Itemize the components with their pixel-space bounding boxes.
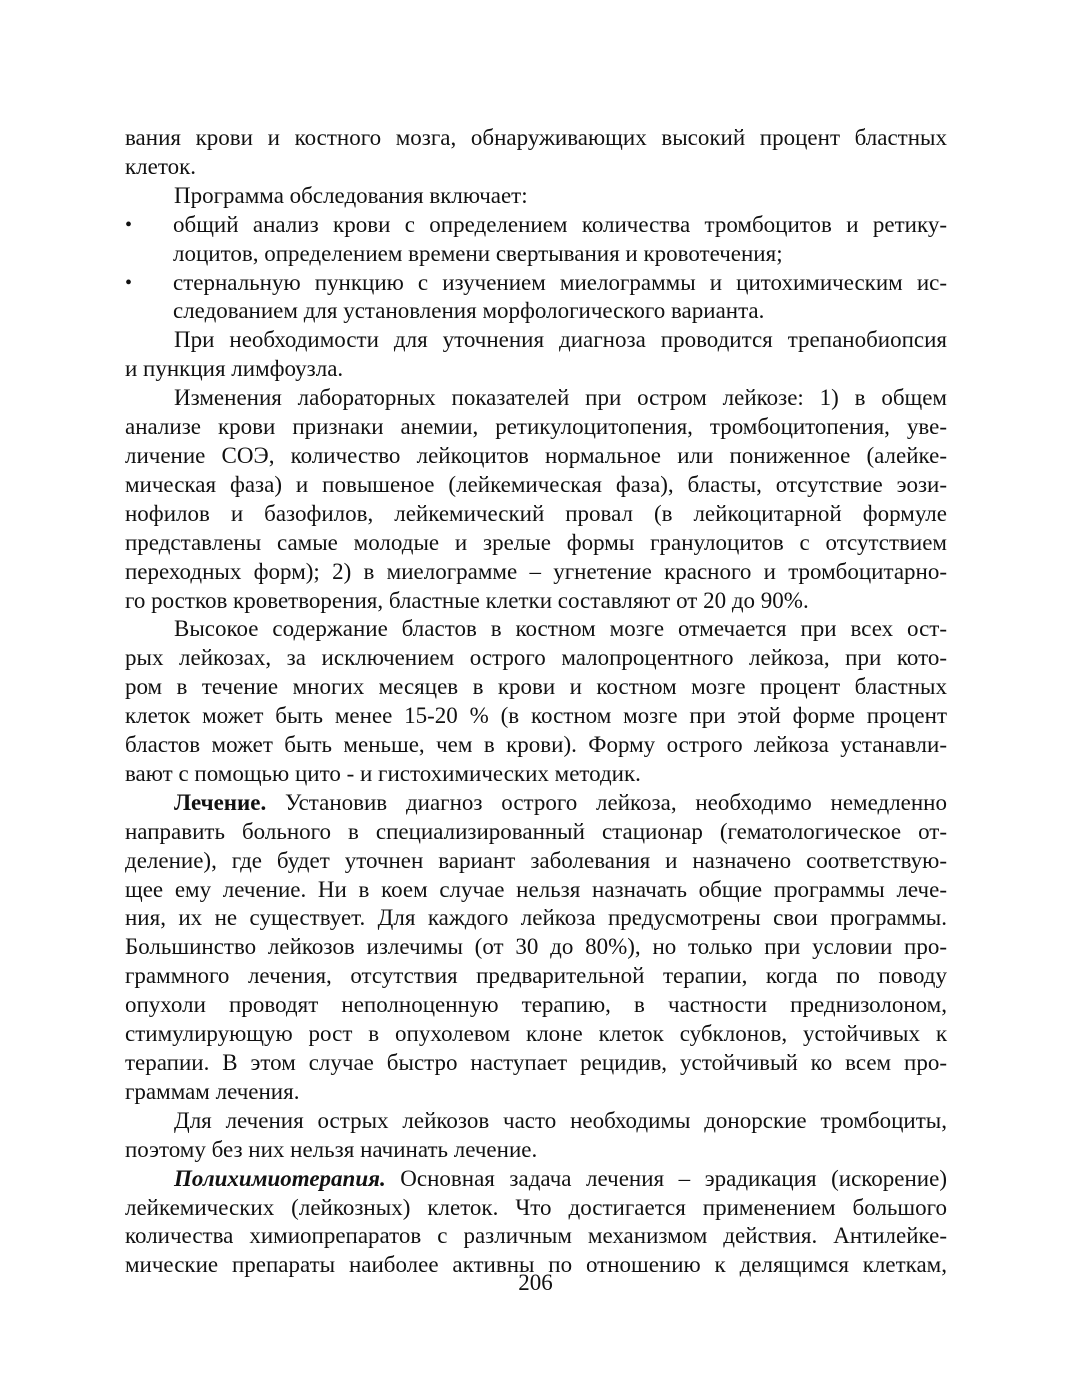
text-line: опухоли проводят неполноценную терапию, в частности преднизолоном, — [125, 992, 947, 1018]
text-line: При необходимости для уточнения диагноза проводится трепанобиопсия — [174, 327, 947, 353]
text-line: рых лейкозах, за исключением острого малопроцентного лейкоза, при кото- — [125, 645, 947, 671]
text-line: количества химиопрепаратов с различным механизмом действия. Антилейке- — [125, 1223, 947, 1249]
text-line: Изменения лабораторных показателей при остром лейкозе: 1) в общем — [174, 385, 947, 411]
text-line: го ростков кроветворения, бластные клетки составляют от 20 до 90%. — [125, 587, 809, 613]
text-line: Большинство лейкозов излечимы (от 30 до 80%), но только при условии про- — [125, 934, 947, 960]
text-line: вают с помощью цито - и гистохимических методик. — [125, 760, 641, 786]
paragraph-treatment — [125, 789, 947, 1107]
bullet-icon: • — [125, 213, 133, 236]
text-line — [125, 1165, 947, 1194]
page-number: 206 — [518, 1270, 553, 1295]
text-line: общий анализ крови с определением количества тромбоцитов и ретику- — [173, 211, 947, 237]
bullet-item — [125, 211, 947, 269]
paragraph-program-intro — [125, 182, 947, 211]
paragraph-polychemotherapy — [125, 1165, 947, 1281]
section-heading-polychemotherapy: Полихимиотерапия. — [174, 1165, 386, 1191]
text-line: мическая фаза) и повышеное (лейкемическая фаза), бласты, отсутствие эози- — [125, 471, 947, 497]
text-run: Основная задача лечения – эрадикация (искорение) — [385, 1165, 947, 1191]
text-line: бластов может быть меньше, чем в крови). Форму острого лейкоза устанавли- — [125, 732, 947, 758]
paragraph-lab-changes — [125, 384, 947, 615]
text-line: анализе крови признаки анемии, ретикулоцитопения, тромбоцитопения, уве- — [125, 414, 947, 440]
text-line: лоцитов, определением времени свертывания и кровотечения; — [173, 240, 783, 266]
text-line: Для лечения острых лейкозов часто необходимы донорские тромбоциты, — [174, 1107, 947, 1133]
bullet-item — [125, 269, 947, 327]
text-line: стернальную пункцию с изучением миелограммы и цитохимическим ис- — [173, 269, 947, 295]
text-line: деление), где будет уточнен вариант заболевания и назначено соответствую- — [125, 847, 947, 873]
text-line: и пункция лимфоузла. — [125, 356, 344, 382]
bullet-icon: • — [125, 271, 133, 294]
text-line: ния, их не существует. Для каждого лейкоза предусмотрены свои программы. — [125, 905, 947, 931]
text-line: Высокое содержание бластов в костном мозге отмечается при всех ост- — [174, 616, 947, 642]
paragraph-platelets — [125, 1107, 947, 1165]
text-run: Установив диагноз острого лейкоза, необходимо немедленно — [266, 789, 947, 815]
paragraph-trepanobiopsy — [125, 326, 947, 384]
text-line: вания крови и костного мозга, обнаруживающих высокий процент бластных — [125, 125, 947, 150]
text-line: терапии. В этом случае быстро наступает рецидив, устойчивый ко всем про- — [125, 1050, 947, 1075]
text-line: щее ему лечение. Ни в коем случае нельзя назначать общие программы лече- — [125, 876, 947, 902]
text-line: представлены самые молодые и зрелые формы гранулоцитов с отсутствием — [125, 529, 947, 555]
text-line: нофилов и базофилов, лейкемический провал (в лейкоцитарной формуле — [125, 500, 947, 526]
text-line: направить больного в специализированный стационар (гематологическое от- — [125, 818, 947, 844]
text-line — [125, 789, 947, 818]
text-line: клеток может быть менее 15-20 % (в костном мозге при этой форме процент — [125, 703, 947, 729]
text-line: граммам лечения. — [125, 1078, 300, 1104]
text-line: лейкемических (лейкозных) клеток. Что достигается применением большого — [125, 1194, 947, 1220]
paragraph-blast-content — [125, 615, 947, 788]
text-line: Программа обследования включает: — [174, 182, 528, 208]
text-line: граммного лечения, отсутствия предварительной терапии, когда по поводу — [125, 963, 947, 989]
text-line: переходных форм); 2) в миелограмме – угнетение красного и тромбоцитарно- — [125, 558, 947, 584]
text-line: личение СОЭ, количество лейкоцитов нормальное или пониженное (алейке- — [125, 442, 947, 468]
text-line: следованием для установления морфологического варианта. — [173, 298, 765, 324]
text-line: клеток. — [125, 153, 197, 179]
text-line: мические препараты наиболее активны по отношению к делящимся клеткам, — [125, 1252, 947, 1278]
text-line: стимулирующую рост в опухолевом клоне клеток субклонов, устойчивых к — [125, 1021, 947, 1047]
page-body — [125, 124, 947, 1280]
section-heading-treatment: Лечение. — [174, 789, 267, 815]
paragraph-continuation — [125, 124, 947, 182]
text-line: поэтому без них нельзя начинать лечение. — [125, 1136, 538, 1162]
text-line: ром в течение многих месяцев в крови и костном мозге процент бластных — [125, 674, 947, 700]
